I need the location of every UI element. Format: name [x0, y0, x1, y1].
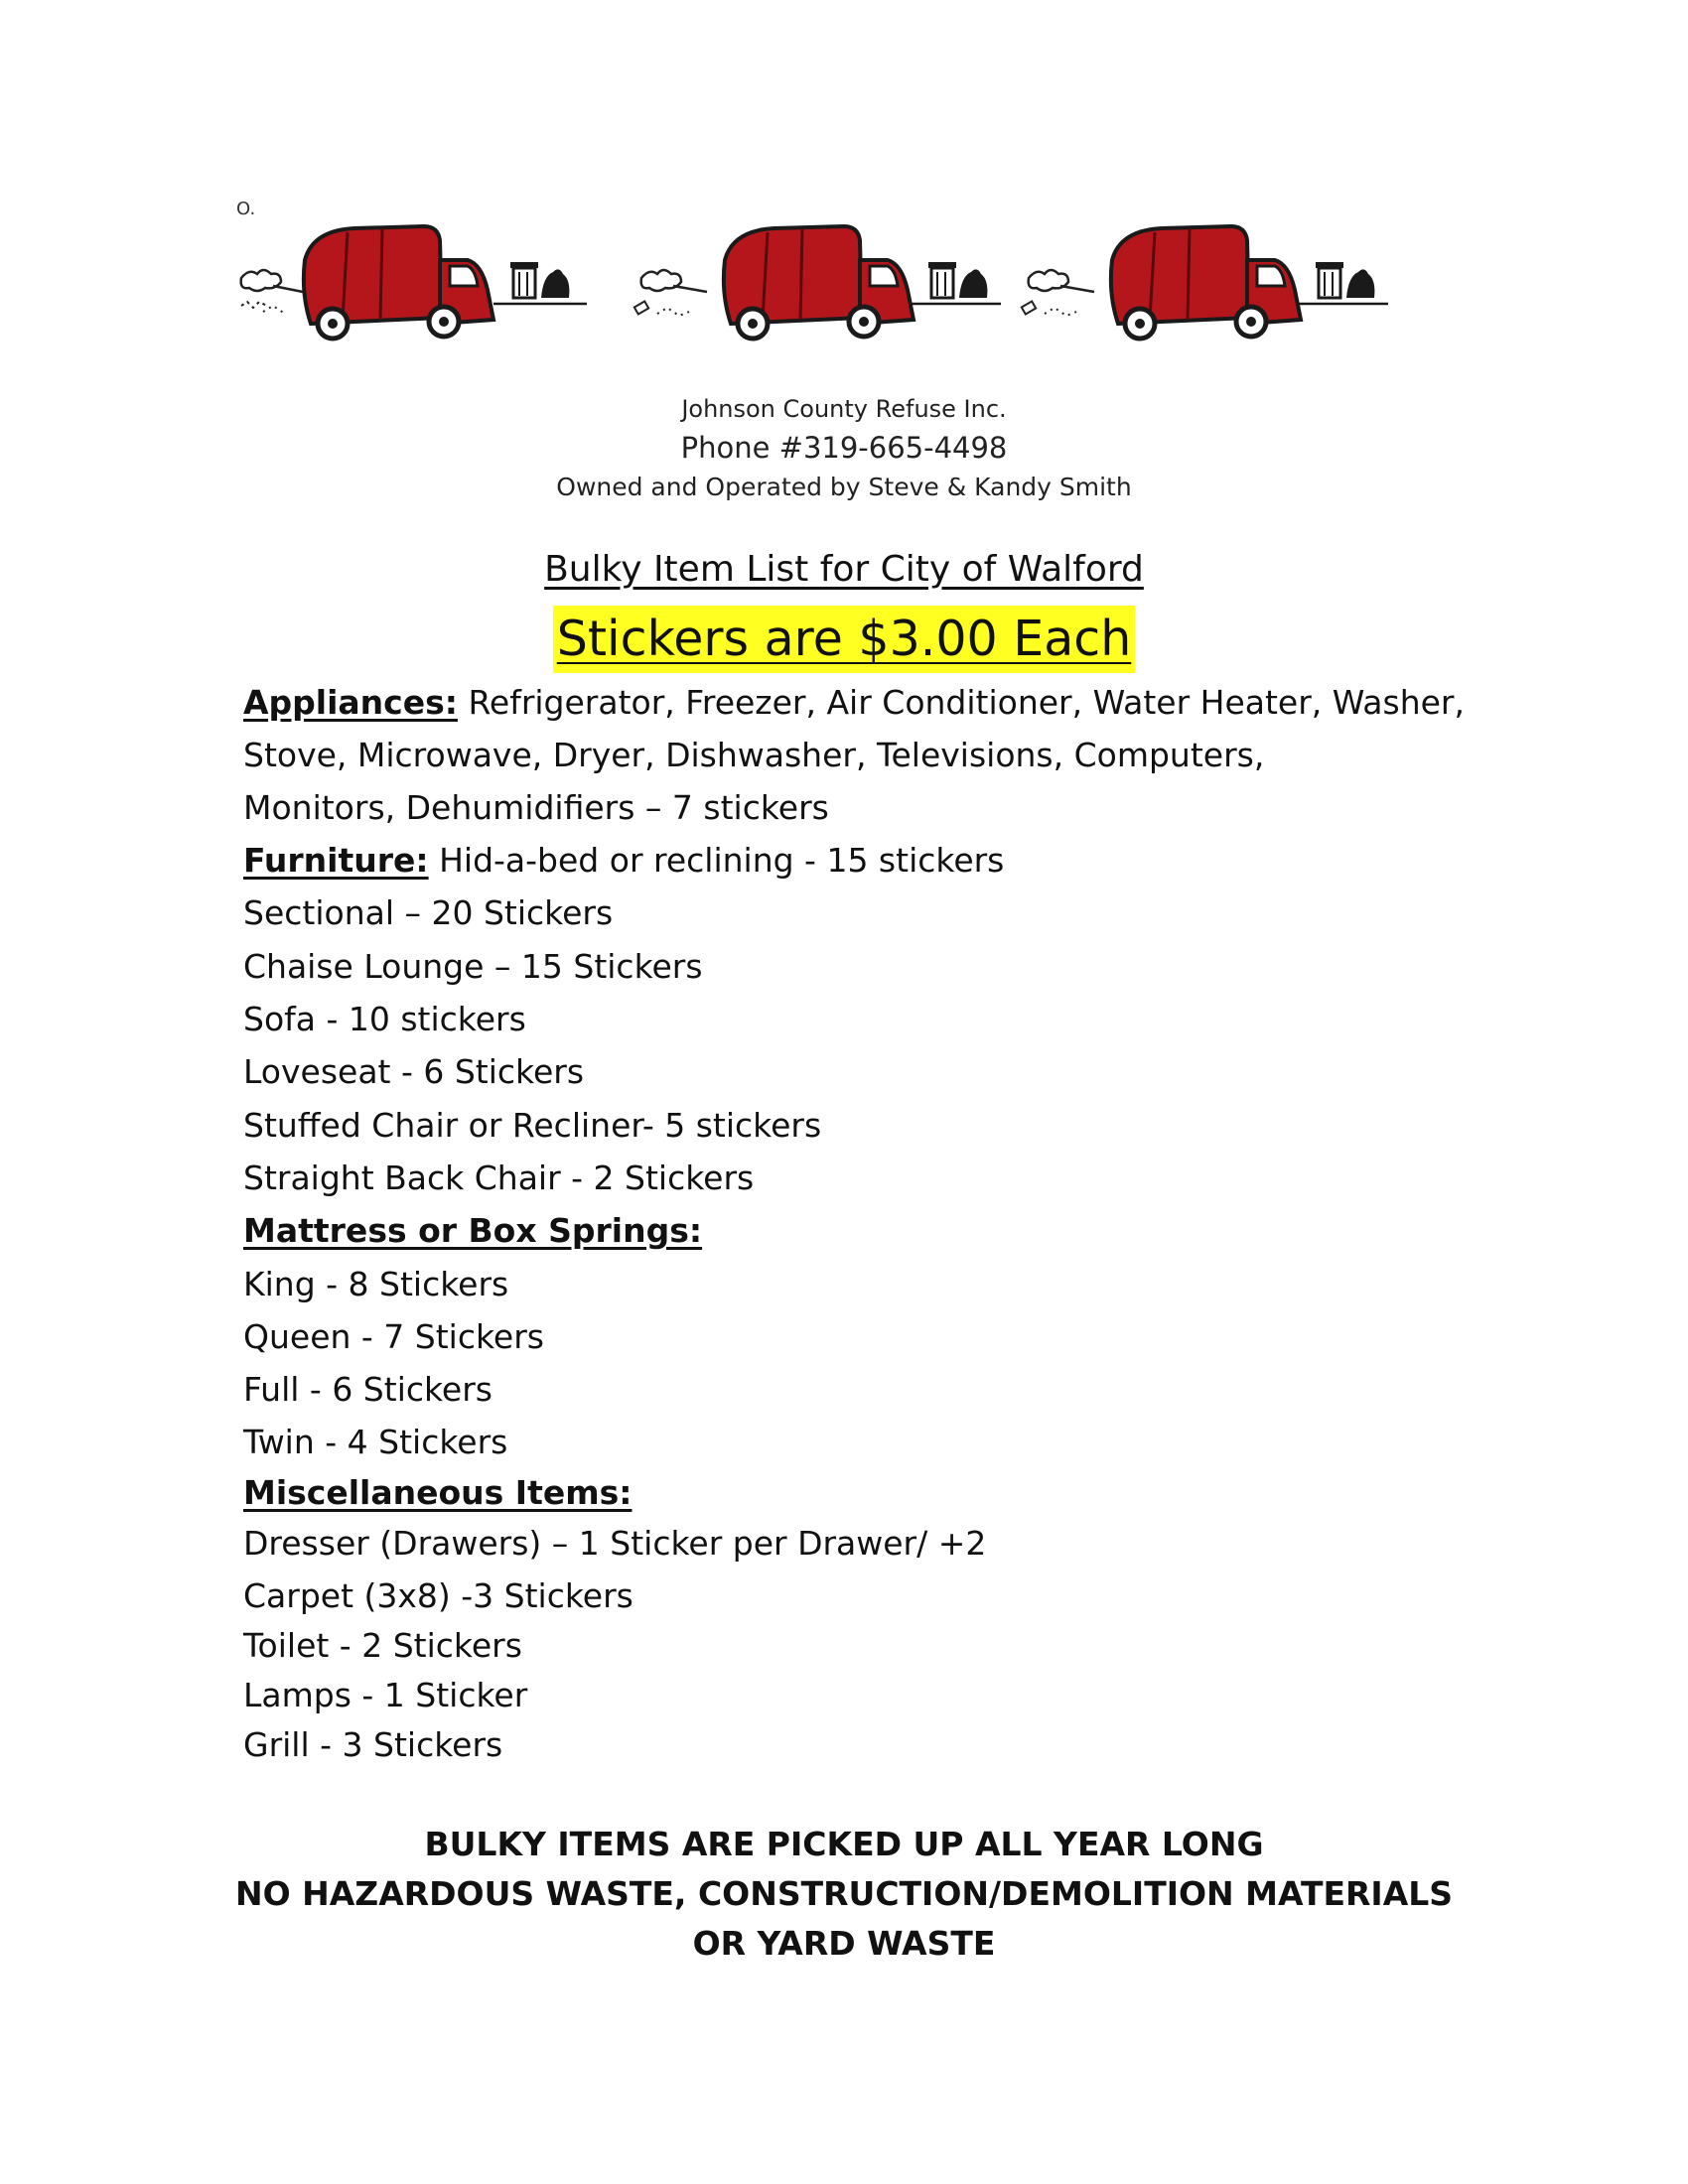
appliances-line-2: Stove, Microwave, Dryer, Dishwasher, Televisions, Computers,	[243, 736, 1265, 774]
list-item: Queen - 7 Stickers	[243, 1317, 544, 1356]
footer-notice-2: NO HAZARDOUS WASTE, CONSTRUCTION/DEMOLITION MATERIALS	[234, 1874, 1454, 1913]
appliances-heading: Appliances:	[243, 683, 458, 722]
misc-heading: Miscellaneous Items:	[243, 1473, 633, 1512]
company-name: Johnson County Refuse Inc.	[681, 395, 1007, 423]
appliances-line-3: Monitors, Dehumidifiers – 7 stickers	[243, 788, 829, 827]
garbage-truck-icon	[233, 220, 591, 349]
list-item: Carpet (3x8) -3 Stickers	[243, 1576, 633, 1615]
list-item: Twin - 4 Stickers	[243, 1423, 508, 1461]
footer-notice-3: OR YARD WASTE	[692, 1924, 996, 1963]
list-item: Stuffed Chair or Recliner- 5 stickers	[243, 1106, 822, 1145]
list-item: Full - 6 Stickers	[243, 1370, 492, 1409]
list-item: Sectional – 20 Stickers	[243, 893, 614, 932]
list-item: Sofa - 10 stickers	[243, 1000, 526, 1038]
page-mark: O.	[236, 199, 256, 219]
list-item: Loveseat - 6 Stickers	[243, 1052, 585, 1091]
list-item: Straight Back Chair - 2 Stickers	[243, 1159, 755, 1197]
list-item: Dresser (Drawers) – 1 Sticker per Drawer/ +2	[243, 1524, 987, 1563]
list-item: Chaise Lounge – 15 Stickers	[243, 947, 703, 986]
mattress-heading: Mattress or Box Springs:	[243, 1211, 703, 1250]
mattress-line	[243, 1211, 702, 1250]
garbage-truck-icon	[628, 220, 1005, 349]
list-item: Lamps - 1 Sticker	[243, 1676, 528, 1714]
list-item: Toilet - 2 Stickers	[243, 1626, 522, 1665]
footer-notice-1: BULKY ITEMS ARE PICKED UP ALL YEAR LONG	[424, 1825, 1264, 1863]
price-notice: Stickers are $3.00 Each	[553, 606, 1136, 673]
garbage-truck-icon	[1015, 220, 1392, 349]
company-phone: Phone #319-665-4498	[680, 431, 1008, 465]
list-item: Grill - 3 Stickers	[243, 1725, 503, 1764]
misc-line	[243, 1473, 632, 1512]
list-item: King - 8 Stickers	[243, 1265, 509, 1303]
appliances-text-1: Refrigerator, Freezer, Air Conditioner, Water Heater, Washer,	[468, 683, 1465, 722]
furniture-first-item: Hid-a-bed or reclining - 15 stickers	[439, 841, 1005, 880]
price-notice-wrap	[0, 606, 1688, 673]
furniture-line-1	[243, 841, 1004, 880]
company-owners: Owned and Operated by Steve & Kandy Smith	[556, 473, 1132, 501]
furniture-heading: Furniture:	[243, 841, 429, 880]
appliances-line-1	[243, 683, 1465, 722]
page-title: Bulky Item List for City of Walford	[544, 549, 1144, 590]
